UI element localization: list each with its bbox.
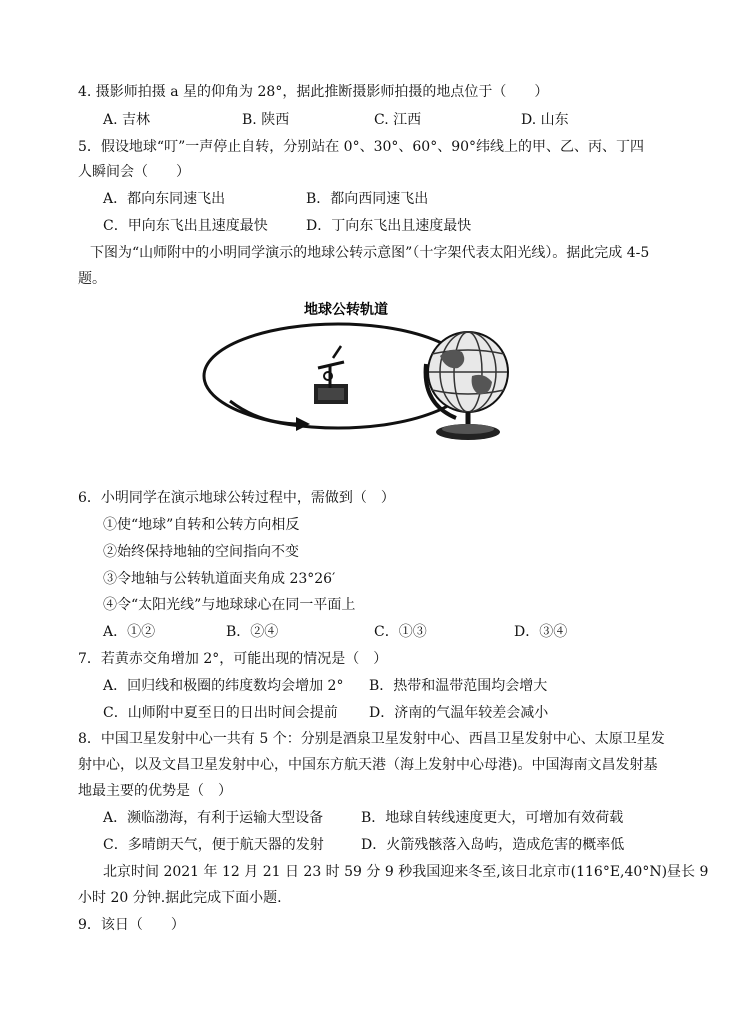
q8-option-d: D．火箭残骸落入岛屿，造成危害的概率低 — [361, 837, 625, 853]
q5-stem-line2: 人瞬间会（ ） — [78, 164, 190, 180]
q8-stem-line3: 地最主要的优势是（ ） — [78, 783, 232, 799]
q7-option-a: A．回归线和极圈的纬度数均会增加 2° — [103, 678, 344, 694]
earth-revolution-figure — [200, 296, 510, 446]
q5-option-b: B．都向西同速飞出 — [306, 191, 429, 207]
q5-option-c: C．甲向东飞出且速度最快 — [103, 218, 268, 234]
q6-option-a: A．①② — [103, 624, 156, 640]
sun-ray-cross-icon — [314, 346, 348, 404]
q5-option-a: A．都向东同速飞出 — [103, 191, 226, 207]
q6-item-2: ②始终保持地轴的空间指向不变 — [103, 544, 299, 560]
globe-icon — [426, 332, 508, 440]
q4-option-d: D. 山东 — [521, 112, 569, 128]
q7-option-d: D．济南的气温年较差会减小 — [369, 705, 549, 721]
q5-option-d: D．丁向东飞出且速度最快 — [306, 218, 472, 234]
intro-line1: 下图为“山师附中的小明同学演示的地球公转示意图”（十字架代表太阳光线）。据此完成 4-5 — [90, 245, 650, 261]
q4-option-a: A. 吉林 — [103, 112, 151, 128]
q8-stem-line1: 8．中国卫星发射中心一共有 5 个：分别是酒泉卫星发射中心、西昌卫星发射中心、太原卫星发 — [78, 731, 665, 747]
q4-option-b: B. 陕西 — [242, 112, 290, 128]
q9-stem: 9．该日（ ） — [78, 917, 185, 933]
q6-item-1: ①使“地球”自转和公转方向相反 — [103, 517, 300, 533]
q6-item-3: ③令地轴与公转轨道面夹角成 23°26′ — [103, 571, 336, 587]
q7-stem: 7．若黄赤交角增加 2°，可能出现的情况是（ ） — [78, 651, 388, 667]
q5-stem-line1: 5．假设地球“叮”一声停止自转，分别站在 0°、30°、60°、90°纬线上的甲、乙、丙、丁四 — [78, 139, 645, 155]
figure-title: 地球公转轨道 — [304, 301, 388, 317]
q8-stem-line2: 射中心，以及文昌卫星发射中心，中国东方航天港（海上发射中心母港)。中国海南文昌发射基 — [78, 757, 658, 773]
q7-option-c: C．山师附中夏至日的日出时间会提前 — [103, 705, 338, 721]
q4-option-c: C. 江西 — [374, 112, 422, 128]
q6-stem: 6．小明同学在演示地球公转过程中，需做到（ ） — [78, 490, 395, 506]
q6-option-d: D．③④ — [514, 624, 568, 640]
q7-option-b: B．热带和温带范围均会增大 — [369, 678, 548, 694]
passage-line2: 小时 20 分钟.据此完成下面小题. — [78, 890, 282, 906]
intro-line2: 题。 — [78, 271, 106, 287]
q6-option-b: B．②④ — [226, 624, 279, 640]
q6-item-4: ④令“太阳光线”与地球球心在同一平面上 — [103, 597, 356, 613]
passage-line1: 北京时间 2021 年 12 月 21 日 23 时 59 分 9 秒我国迎来冬至,该日北京市(116°E,40°N)昼长 9 — [103, 864, 709, 880]
q8-option-a: A．濒临渤海，有利于运输大型设备 — [103, 810, 324, 826]
q6-option-c: C．①③ — [374, 624, 427, 640]
q8-option-b: B．地球自转线速度更大，可增加有效荷载 — [361, 810, 624, 826]
q4-stem: 4. 摄影师拍摄 a 星的仰角为 28°，据此推断摄影师拍摄的地点位于（ ） — [78, 84, 549, 100]
q8-option-c: C．多晴朗天气，便于航天器的发射 — [103, 837, 324, 853]
